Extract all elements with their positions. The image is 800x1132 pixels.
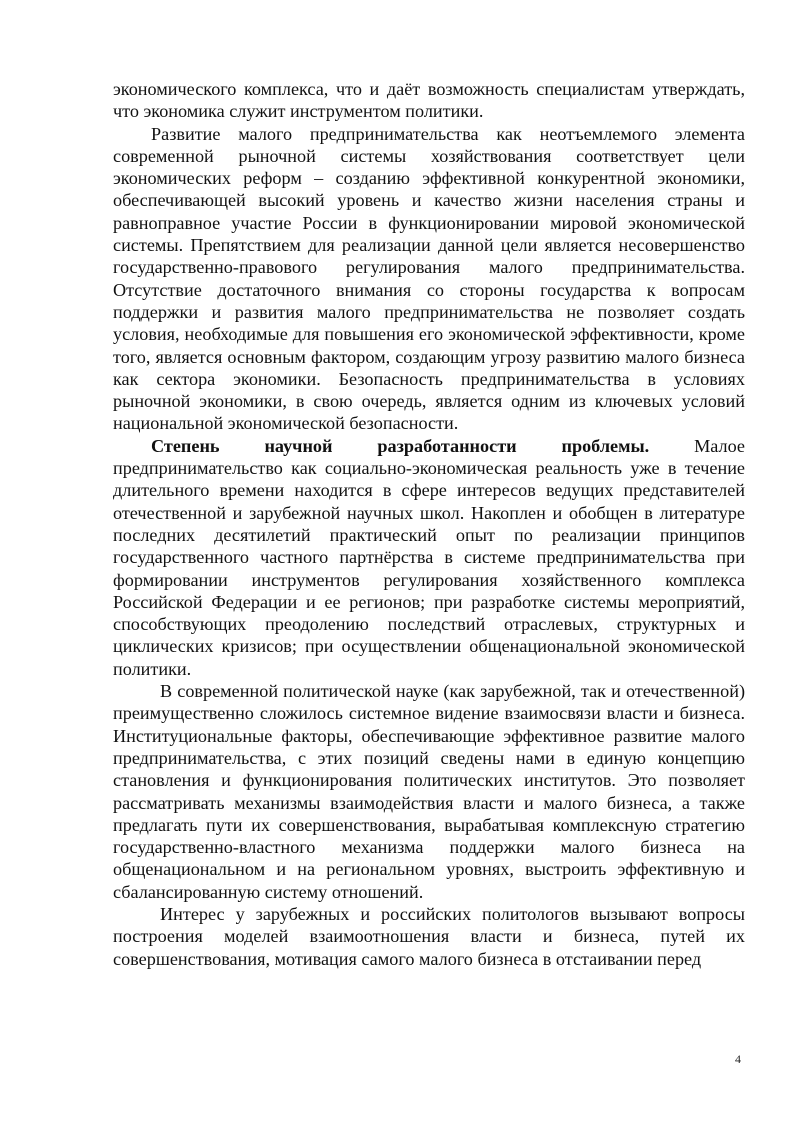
paragraph-political-science: В современной политической науке (как зарубежной, так и отечественной) преимущественно сложилось системное видение взаимосвязи власти и бизнеса. Институциональные факторы, обеспечивающие эффективное развитие малого предпринимательства, с этих позиций сведены нами в единую концепцию становления и функционирования политических институтов. Это позволяет рассматривать механизмы взаимодействия власти и малого бизнеса, а также предлагать пути их совершенствования, вырабатывая комплексную стратегию государственно-властного механизма поддержки малого бизнеса на общенациональном и на региональном уровнях, выстроить эффективную и сбалансированную систему отношений. bbox=[113, 681, 745, 902]
section-heading: Степень научной разработанности проблемы. bbox=[151, 435, 650, 456]
page-number: 4 bbox=[735, 1052, 741, 1066]
document-page bbox=[113, 78, 745, 970]
paragraph-small-business-development: Развитие малого предпринимательства как неотъемлемого элемента современной рыночной системы хозяйствования соответствует цели экономических реформ – созданию эффективной конкурентной экономики, обеспечивающей высокий уровень и качество жизни населения страны и равноправное участие России в функционировании мировой экономической системы. Препятствием для реализации данной цели является несовершенство государственно-правового регулирования малого предпринимательства. Отсутствие достаточного внимания со стороны государства к вопросам поддержки и развития малого предпринимательства не позволяет создать условия, необходимые для повышения его экономической эффективности, кроме того, является основным фактором, создающим угрозу развитию малого бизнеса как сектора экономики. Безопасность предпринимательства в условиях рыночной экономики, в свою очередь, является одним из ключевых условий национальной экономической безопасности. bbox=[113, 123, 745, 434]
paragraph-research-degree-text: Малое предпринимательство как социально-экономическая реальность уже в течение длительного времени находится в сфере интересов ведущих представителей отечественной и зарубежной научных школ. Накоплен и обобщен в литературе последних десятилетий практический опыт по реализации принципов государственного частного партнёрства в системе предпринимательства при формировании инструментов регулирования хозяйственного комплекса Российской Федерации и ее регионов; при разработке системы мероприятий, способствующих преодолению последствий отраслевых, структурных и циклических кризисов; при осуществлении общенациональной экономической политики. bbox=[113, 435, 745, 679]
paragraph-interest: Интерес у зарубежных и российских политологов вызывают вопросы построения моделей взаимоотношения власти и бизнеса, путей их совершенствования, мотивация самого малого бизнеса в отстаивании перед bbox=[113, 903, 745, 969]
paragraph-research-degree bbox=[113, 435, 745, 680]
paragraph-continuation: экономического комплекса, что и даёт возможность специалистам утверждать, что экономика служит инструментом политики. bbox=[113, 79, 745, 122]
